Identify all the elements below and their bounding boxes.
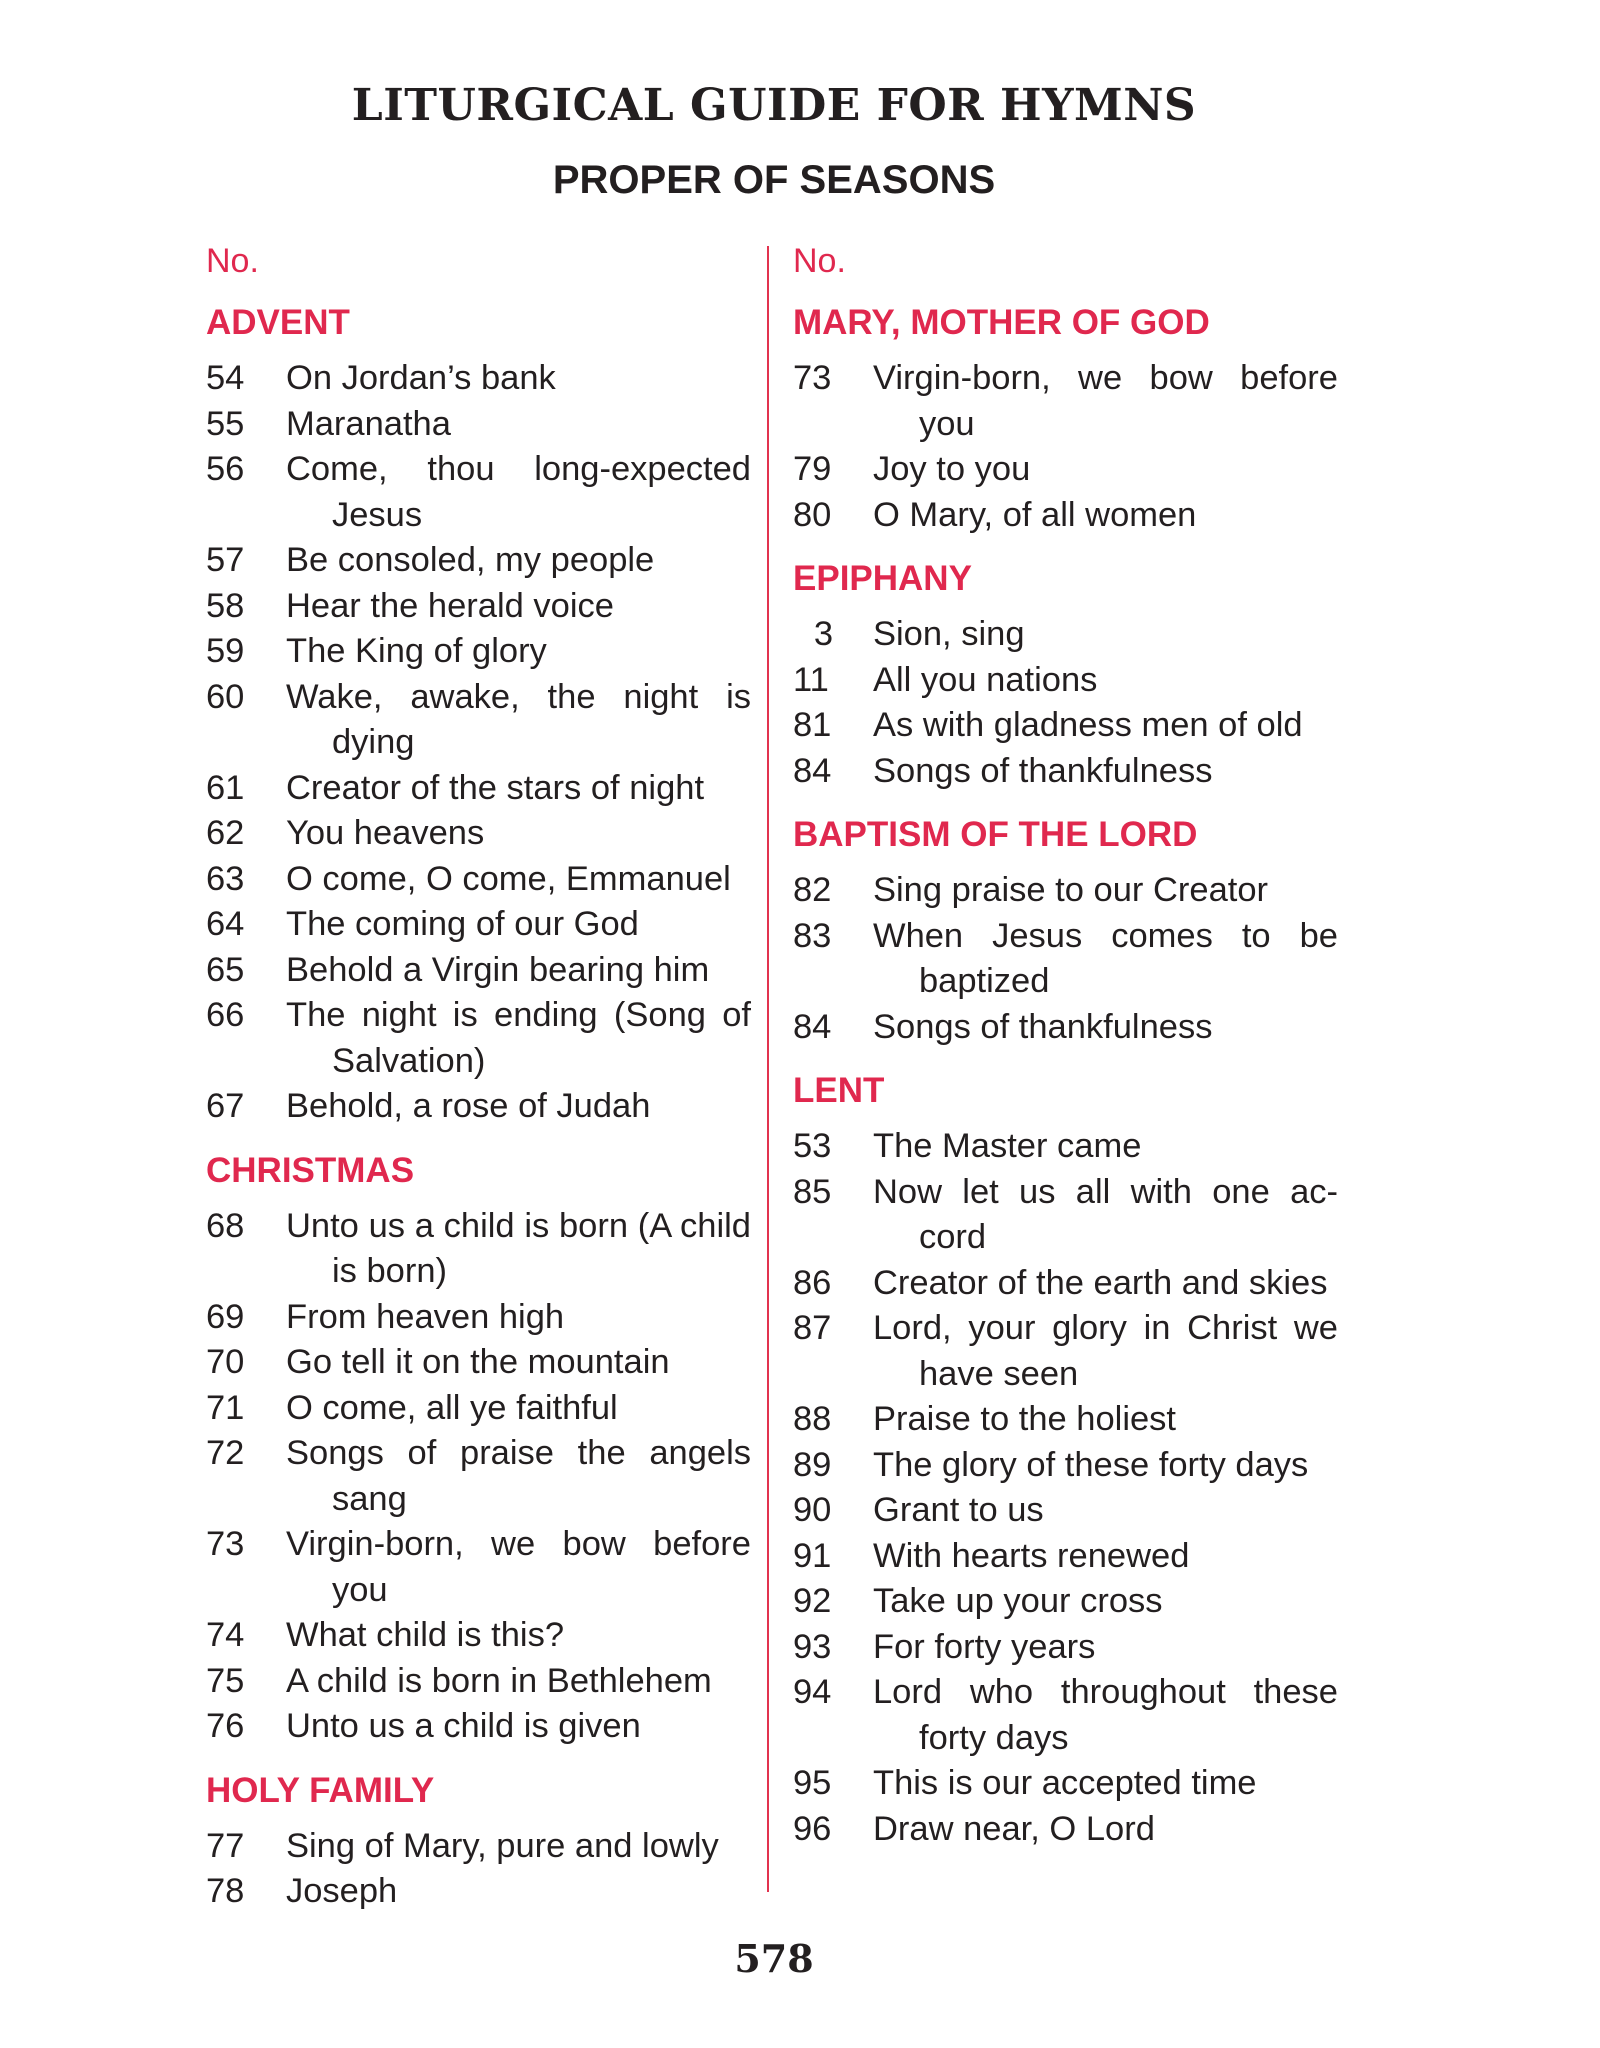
hymn-title: The glory of these forty days bbox=[873, 1445, 1309, 1484]
hymn-entry bbox=[793, 1443, 1338, 1489]
season-section bbox=[206, 1764, 751, 1915]
hymn-entry bbox=[793, 1261, 1338, 1307]
hymn-entry bbox=[793, 1306, 1338, 1397]
page-number: 578 bbox=[734, 1936, 814, 1981]
hymn-entry bbox=[206, 1704, 751, 1750]
hymn-entry bbox=[206, 584, 751, 630]
hymn-title: Go tell it on the mountain bbox=[286, 1343, 670, 1381]
hymn-number: 83 bbox=[793, 916, 832, 955]
hymn-number: 65 bbox=[206, 950, 245, 989]
hymn-entry bbox=[793, 749, 1338, 795]
hymn-number: 91 bbox=[793, 1536, 832, 1575]
hymn-entry bbox=[206, 1522, 751, 1613]
hymn-number: 86 bbox=[793, 1263, 832, 1302]
season-section bbox=[793, 296, 1338, 538]
hymn-number: 89 bbox=[793, 1445, 832, 1484]
hymn-entry bbox=[206, 447, 751, 538]
season-heading: BAPTISM OF THE LORD bbox=[793, 815, 1198, 854]
hymn-entry bbox=[793, 493, 1338, 539]
hymn-number: 84 bbox=[793, 1007, 832, 1046]
season-heading: MARY, MOTHER OF GOD bbox=[793, 303, 1210, 342]
hymn-number: 70 bbox=[206, 1343, 245, 1381]
hymn-number: 81 bbox=[793, 706, 832, 744]
season-section bbox=[793, 1064, 1338, 1852]
hymn-title: Come, thou long-expected Jesus bbox=[286, 450, 751, 534]
hymn-title: Creator of the stars of night bbox=[286, 768, 705, 807]
hymn-title: When Jesus comes to be baptized bbox=[873, 916, 1338, 1000]
hymn-entry bbox=[793, 1170, 1338, 1261]
hymn-title: Sion, sing bbox=[873, 615, 1025, 653]
hymn-entry bbox=[206, 1386, 751, 1432]
hymn-title: Creator of the earth and skies bbox=[873, 1263, 1328, 1302]
hymn-number: 3 bbox=[813, 615, 833, 653]
page-title: LITURGICAL GUIDE FOR HYMNS bbox=[351, 80, 1197, 131]
hymn-entry bbox=[793, 1761, 1338, 1807]
hymn-title: Sing of Mary, pure and lowly bbox=[286, 1826, 719, 1865]
hymn-number: 90 bbox=[793, 1491, 832, 1529]
hymn-entry bbox=[206, 948, 751, 994]
hymn-entry bbox=[793, 658, 1338, 704]
hymn-number: 11 bbox=[793, 660, 829, 699]
hymn-title: Praise to the holiest bbox=[873, 1400, 1177, 1438]
hymn-entry bbox=[206, 402, 751, 448]
hymn-title: Unto us a child is born (A child is born) bbox=[286, 1206, 751, 1290]
hymn-number: 88 bbox=[793, 1400, 832, 1438]
hymn-title: Be consoled, my people bbox=[286, 541, 655, 579]
season-section bbox=[793, 552, 1338, 794]
hymn-number: 71 bbox=[206, 1388, 245, 1427]
hymn-title: The Master came bbox=[873, 1127, 1142, 1165]
hymn-title: Now let us all with one ac-cord bbox=[873, 1172, 1338, 1256]
hymn-number: 96 bbox=[793, 1809, 832, 1848]
left-column bbox=[206, 236, 751, 1929]
hymn-entry bbox=[793, 356, 1338, 447]
hymn-number: 72 bbox=[206, 1434, 245, 1472]
hymn-number: 59 bbox=[206, 632, 245, 670]
hymn-title: Lord, your glory in Christ we have seen bbox=[873, 1309, 1338, 1393]
hymn-number: 68 bbox=[206, 1206, 245, 1245]
hymn-number: 54 bbox=[206, 359, 245, 397]
hymn-title: Virgin-born, we bow before you bbox=[286, 1525, 751, 1609]
hymn-entry bbox=[206, 1659, 751, 1705]
hymn-entry bbox=[793, 1005, 1338, 1051]
hymn-entry bbox=[793, 1488, 1338, 1534]
hymn-number: 74 bbox=[206, 1616, 245, 1654]
hymn-title: You heavens bbox=[286, 814, 485, 852]
hymn-entry bbox=[206, 1084, 751, 1130]
hymn-title: O Mary, of all women bbox=[873, 495, 1197, 534]
hymn-entry bbox=[793, 1579, 1338, 1625]
number-column-label: No. bbox=[206, 242, 259, 280]
hymn-number: 62 bbox=[206, 814, 245, 852]
hymn-entry bbox=[793, 703, 1338, 749]
hymn-number: 87 bbox=[793, 1309, 832, 1347]
hymn-entry bbox=[793, 1397, 1338, 1443]
hymn-title: O come, all ye faithful bbox=[286, 1388, 618, 1427]
hymn-title: Hear the herald voice bbox=[286, 586, 614, 625]
hymn-entry bbox=[206, 538, 751, 584]
hymn-number: 75 bbox=[206, 1661, 245, 1700]
hymn-entry bbox=[793, 1625, 1338, 1671]
hymn-title: Sing praise to our Creator bbox=[873, 871, 1269, 909]
hymn-title: What child is this? bbox=[286, 1616, 565, 1654]
hymn-title: Joy to you bbox=[873, 450, 1031, 488]
hymn-title: Unto us a child is given bbox=[286, 1707, 641, 1745]
hymn-entry bbox=[206, 675, 751, 766]
hymn-number: 67 bbox=[206, 1087, 245, 1125]
hymn-number: 53 bbox=[793, 1127, 832, 1165]
hymn-number: 66 bbox=[206, 996, 245, 1034]
hymn-title: Wake, awake, the night is dying bbox=[286, 677, 751, 761]
hymn-number: 58 bbox=[206, 586, 245, 625]
hymn-title: All you nations bbox=[873, 660, 1098, 699]
hymn-title: The coming of our God bbox=[286, 905, 639, 943]
hymn-number: 57 bbox=[206, 541, 245, 579]
season-heading: CHRISTMAS bbox=[206, 1150, 415, 1190]
season-heading: EPIPHANY bbox=[793, 559, 972, 598]
season-section bbox=[206, 1144, 751, 1750]
hymn-number: 60 bbox=[206, 677, 245, 716]
hymn-entry bbox=[206, 1295, 751, 1341]
right-column bbox=[793, 236, 1338, 1866]
hymn-title: O come, O come, Emmanuel bbox=[286, 859, 731, 898]
hymn-number: 55 bbox=[206, 404, 245, 443]
hymn-number: 73 bbox=[206, 1525, 245, 1563]
hymn-number: 79 bbox=[793, 450, 832, 488]
hymn-number: 69 bbox=[206, 1297, 245, 1336]
right-sections bbox=[793, 296, 1338, 1852]
hymn-title: Behold a Virgin bearing him bbox=[286, 950, 710, 989]
hymn-title: Songs of thankfulness bbox=[873, 1007, 1213, 1046]
hymn-title: Lord who throughout these forty days bbox=[873, 1673, 1338, 1757]
hymn-number: 93 bbox=[793, 1627, 832, 1666]
hymn-entry bbox=[793, 868, 1338, 914]
left-sections bbox=[206, 296, 751, 1915]
hymn-entry bbox=[793, 1670, 1338, 1761]
hymn-title: Songs of praise the angels sang bbox=[286, 1434, 751, 1518]
hymn-title: Songs of thankfulness bbox=[873, 751, 1213, 790]
hymn-title: Draw near, O Lord bbox=[873, 1809, 1155, 1848]
page-subtitle: PROPER OF SEASONS bbox=[552, 158, 996, 202]
season-heading: LENT bbox=[793, 1071, 885, 1110]
hymn-title: With hearts renewed bbox=[873, 1536, 1190, 1575]
hymn-entry bbox=[206, 811, 751, 857]
hymn-number: 73 bbox=[793, 359, 832, 397]
hymn-title: As with gladness men of old bbox=[873, 706, 1303, 744]
hymn-entry bbox=[793, 447, 1338, 493]
hymn-title: Grant to us bbox=[873, 1491, 1044, 1529]
hymn-entry bbox=[206, 1824, 751, 1870]
number-column-label: No. bbox=[793, 242, 846, 280]
hymn-number: 92 bbox=[793, 1582, 832, 1620]
hymn-number: 80 bbox=[793, 495, 832, 534]
season-section bbox=[793, 808, 1338, 1050]
hymn-title: Take up your cross bbox=[873, 1582, 1163, 1620]
hymn-number: 95 bbox=[793, 1764, 832, 1802]
hymn-title: From heaven high bbox=[286, 1297, 565, 1336]
hymn-entry bbox=[206, 1204, 751, 1295]
hymn-number: 77 bbox=[206, 1826, 245, 1865]
season-section bbox=[206, 296, 751, 1130]
hymn-title: This is our accepted time bbox=[873, 1764, 1257, 1802]
hymn-number: 78 bbox=[206, 1872, 245, 1910]
season-heading: HOLY FAMILY bbox=[206, 1770, 435, 1810]
hymn-number: 64 bbox=[206, 905, 245, 943]
hymn-title: Behold, a rose of Judah bbox=[286, 1087, 651, 1125]
hymn-number: 84 bbox=[793, 751, 832, 790]
hymn-number: 94 bbox=[793, 1673, 832, 1711]
hymn-title: The night is ending (Song of Salvation) bbox=[286, 996, 751, 1080]
hymn-number: 56 bbox=[206, 450, 245, 488]
hymn-number: 82 bbox=[793, 871, 832, 909]
hymn-entry bbox=[206, 356, 751, 402]
hymn-entry bbox=[793, 1807, 1338, 1853]
hymn-title: For forty years bbox=[873, 1627, 1096, 1666]
hymn-entry bbox=[206, 629, 751, 675]
hymn-title: Virgin-born, we bow before you bbox=[873, 359, 1338, 443]
column-divider bbox=[767, 246, 769, 1892]
hymn-entry bbox=[793, 914, 1338, 1005]
hymn-number: 85 bbox=[793, 1172, 832, 1211]
hymn-title: The King of glory bbox=[286, 632, 547, 670]
hymn-entry bbox=[206, 857, 751, 903]
hymn-entry bbox=[793, 1124, 1338, 1170]
hymn-number: 63 bbox=[206, 859, 245, 898]
hymn-title: Joseph bbox=[286, 1872, 398, 1910]
hymn-title: A child is born in Bethlehem bbox=[286, 1661, 712, 1700]
hymn-entry bbox=[206, 993, 751, 1084]
hymn-entry bbox=[206, 1613, 751, 1659]
hymn-number: 76 bbox=[206, 1707, 245, 1745]
hymn-entry bbox=[206, 1431, 751, 1522]
hymn-entry bbox=[793, 1534, 1338, 1580]
hymn-title: Maranatha bbox=[286, 404, 451, 443]
hymn-entry bbox=[793, 612, 1338, 658]
hymn-entry bbox=[206, 1869, 751, 1915]
hymn-title: On Jordan’s bank bbox=[286, 359, 556, 397]
season-heading: ADVENT bbox=[206, 303, 350, 342]
hymn-entry bbox=[206, 766, 751, 812]
hymn-entry bbox=[206, 1340, 751, 1386]
hymn-entry bbox=[206, 902, 751, 948]
hymn-number: 61 bbox=[206, 768, 245, 807]
